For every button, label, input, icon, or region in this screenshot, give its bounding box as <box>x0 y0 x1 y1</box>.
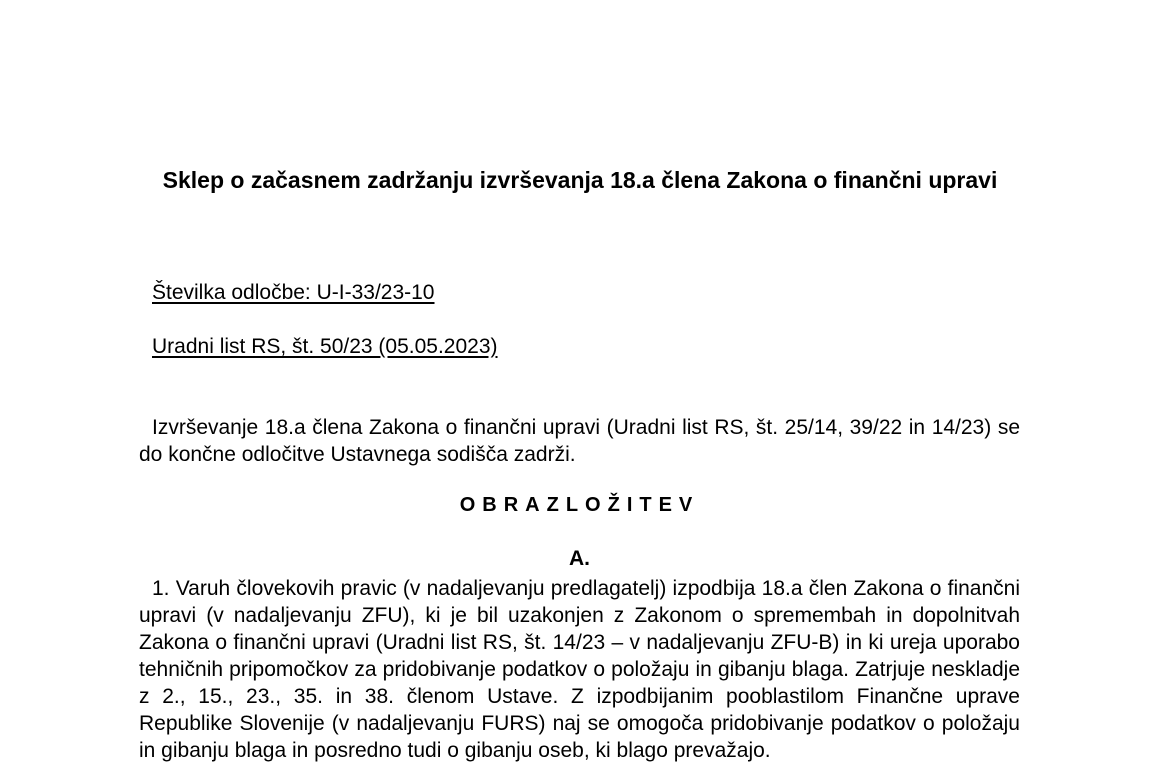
gazette-reference: Uradni list RS, št. 50/23 (05.05.2023) <box>152 335 498 358</box>
ruling-text: Izvrševanje 18.a člena Zakona o finančni upravi (Uradni list RS, št. 25/14, 39/22 in 14/23) se do končne odločitve Ustavnega sodišča zadrži. <box>139 416 1020 466</box>
paragraph-1 <box>139 575 1020 764</box>
decision-number: Številka odločbe: U-I-33/23-10 <box>152 281 435 304</box>
document-title: Sklep o začasnem zadržanju izvrševanja 18.a člena Zakona o finančni upravi <box>162 167 998 193</box>
ruling-paragraph <box>139 414 1020 468</box>
reasoning-heading: OBRAZLOŽITEV <box>459 494 700 516</box>
paragraph-1-text: 1. Varuh človekovih pravic (v nadaljevanju predlagatelj) izpodbija 18.a člen Zakona o finančni upravi (v nadaljevanju ZFU), ki je bil uzakonjen z Zakonom o spremembah in dopolnitvah Zakona o finančni upravi (Uradni list RS, št. 14/23 – v nadaljevanju ZFU-B) in ki ureja uporabo tehničnih pripomočkov za pridobivanje podatkov o položaju in gibanju blaga. Zatrjuje neskladje z 2., 15., 23., 35. in 38. členom Ustave. Z izpodbijanim pooblastilom Finančne uprave Republike Slovenije (v nadaljevanju FURS) naj se omogoča pridobivanje podatkov o položaju in gibanju blaga in posredno tudi o gibanju oseb, ki blago prevažajo. <box>139 577 1020 762</box>
section-a-heading: A. <box>569 547 590 570</box>
